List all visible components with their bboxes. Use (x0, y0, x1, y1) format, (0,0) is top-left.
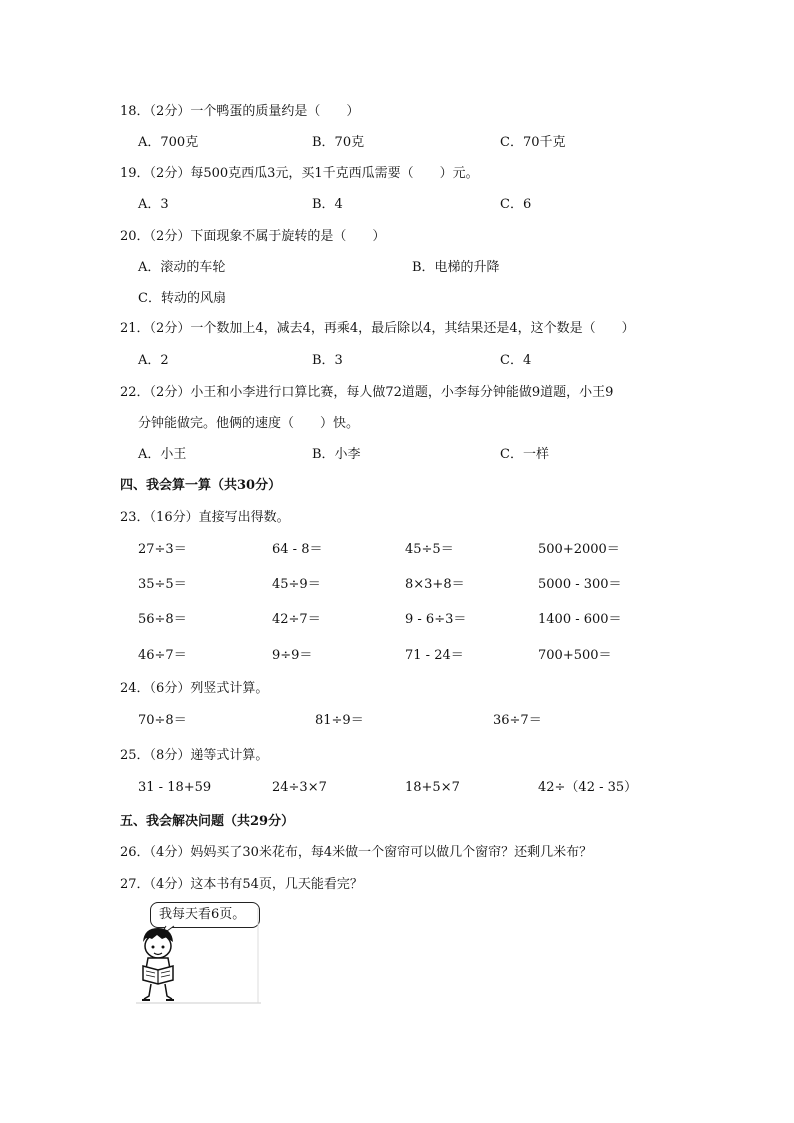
boy-reading-illustration (136, 900, 266, 1005)
question-18-option-c: C．70千克 (500, 135, 566, 150)
question-22-option-b: B．小李 (312, 447, 361, 462)
question-21-option-c: C．4 (500, 353, 532, 368)
calc-item: 5000 - 300＝ (538, 577, 622, 592)
calc-item: 56÷8＝ (138, 612, 187, 627)
speech-bubble-text: 我每天看6页。 (159, 907, 246, 922)
question-20-option-b: B．电梯的升降 (412, 260, 500, 275)
calc-item: 45÷5＝ (405, 542, 454, 557)
calc-item: 1400 - 600＝ (538, 612, 622, 627)
question-21-option-b: B．3 (312, 353, 343, 368)
vertical-calc-item: 70÷8＝ (138, 713, 187, 728)
calc-item: 64 - 8＝ (272, 542, 323, 557)
question-18-option-b: B．70克 (312, 135, 365, 150)
question-25-stem: 25．（8分）递等式计算。 (120, 748, 269, 763)
calc-item: 71 - 24＝ (405, 648, 464, 663)
calc-item: 27÷3＝ (138, 542, 187, 557)
question-22-option-a: A．小王 (138, 447, 187, 462)
question-26-stem: 26．（4分）妈妈买了30米花布，每4米做一个窗帘可以做几个窗帘？还剩几米布？ (120, 845, 593, 860)
question-27-stem: 27．（4分）这本书有54页，几天能看完？ (120, 877, 363, 892)
question-19-stem: 19．（2分）每500克西瓜3元，买1千克西瓜需要（ ）元。 (120, 166, 479, 181)
question-22-option-c: C．一样 (500, 447, 549, 462)
question-19-option-a: A．3 (138, 197, 169, 212)
question-18-stem: 18．（2分）一个鸭蛋的质量约是（ ） (120, 104, 360, 119)
vertical-calc-item: 36÷7＝ (493, 713, 542, 728)
vertical-calc-item: 81÷9＝ (315, 713, 364, 728)
step-calc-item: 18+5×7 (405, 780, 460, 795)
section-4-heading: 四、我会算一算（共30分） (120, 478, 282, 493)
calc-item: 9÷9＝ (272, 648, 313, 663)
calc-item: 700+500＝ (538, 648, 612, 663)
question-23-stem: 23．（16分）直接写出得数。 (120, 510, 290, 525)
calc-item: 35÷5＝ (138, 577, 187, 592)
question-20-option-a: A．滚动的车轮 (138, 260, 226, 275)
question-20-option-c: C．转动的风扇 (138, 291, 226, 306)
question-20-stem: 20．（2分）下面现象不属于旋转的是（ ） (120, 229, 386, 244)
question-21-option-a: A．2 (138, 353, 169, 368)
section-5-heading: 五、我会解决问题（共29分） (120, 814, 295, 829)
calc-item: 8×3+8＝ (405, 577, 465, 592)
question-22-stem-line2: 分钟能做完。他俩的速度（ ）快。 (138, 416, 360, 431)
question-21-stem: 21．（2分）一个数加上4，减去4，再乘4，最后除以4，其结果还是4，这个数是（ ） (120, 321, 635, 336)
calc-item: 45÷9＝ (272, 577, 321, 592)
calc-item: 500+2000＝ (538, 542, 620, 557)
question-19-option-c: C．6 (500, 197, 532, 212)
question-24-stem: 24．（6分）列竖式计算。 (120, 681, 269, 696)
question-19-option-b: B．4 (312, 197, 343, 212)
question-22-stem-line1: 22．（2分）小王和小李进行口算比赛，每人做72道题，小李每分钟能做9道题，小王9 (120, 385, 614, 400)
step-calc-item: 31 - 18+59 (138, 780, 212, 795)
question-18-option-a: A．700克 (138, 135, 199, 150)
calc-item: 9 - 6÷3＝ (405, 612, 467, 627)
step-calc-item: 24÷3×7 (272, 780, 327, 795)
calc-item: 42÷7＝ (272, 612, 321, 627)
step-calc-item: 42÷（42 - 35） (538, 780, 638, 795)
calc-item: 46÷7＝ (138, 648, 187, 663)
boy-reading-icon (136, 900, 266, 1005)
